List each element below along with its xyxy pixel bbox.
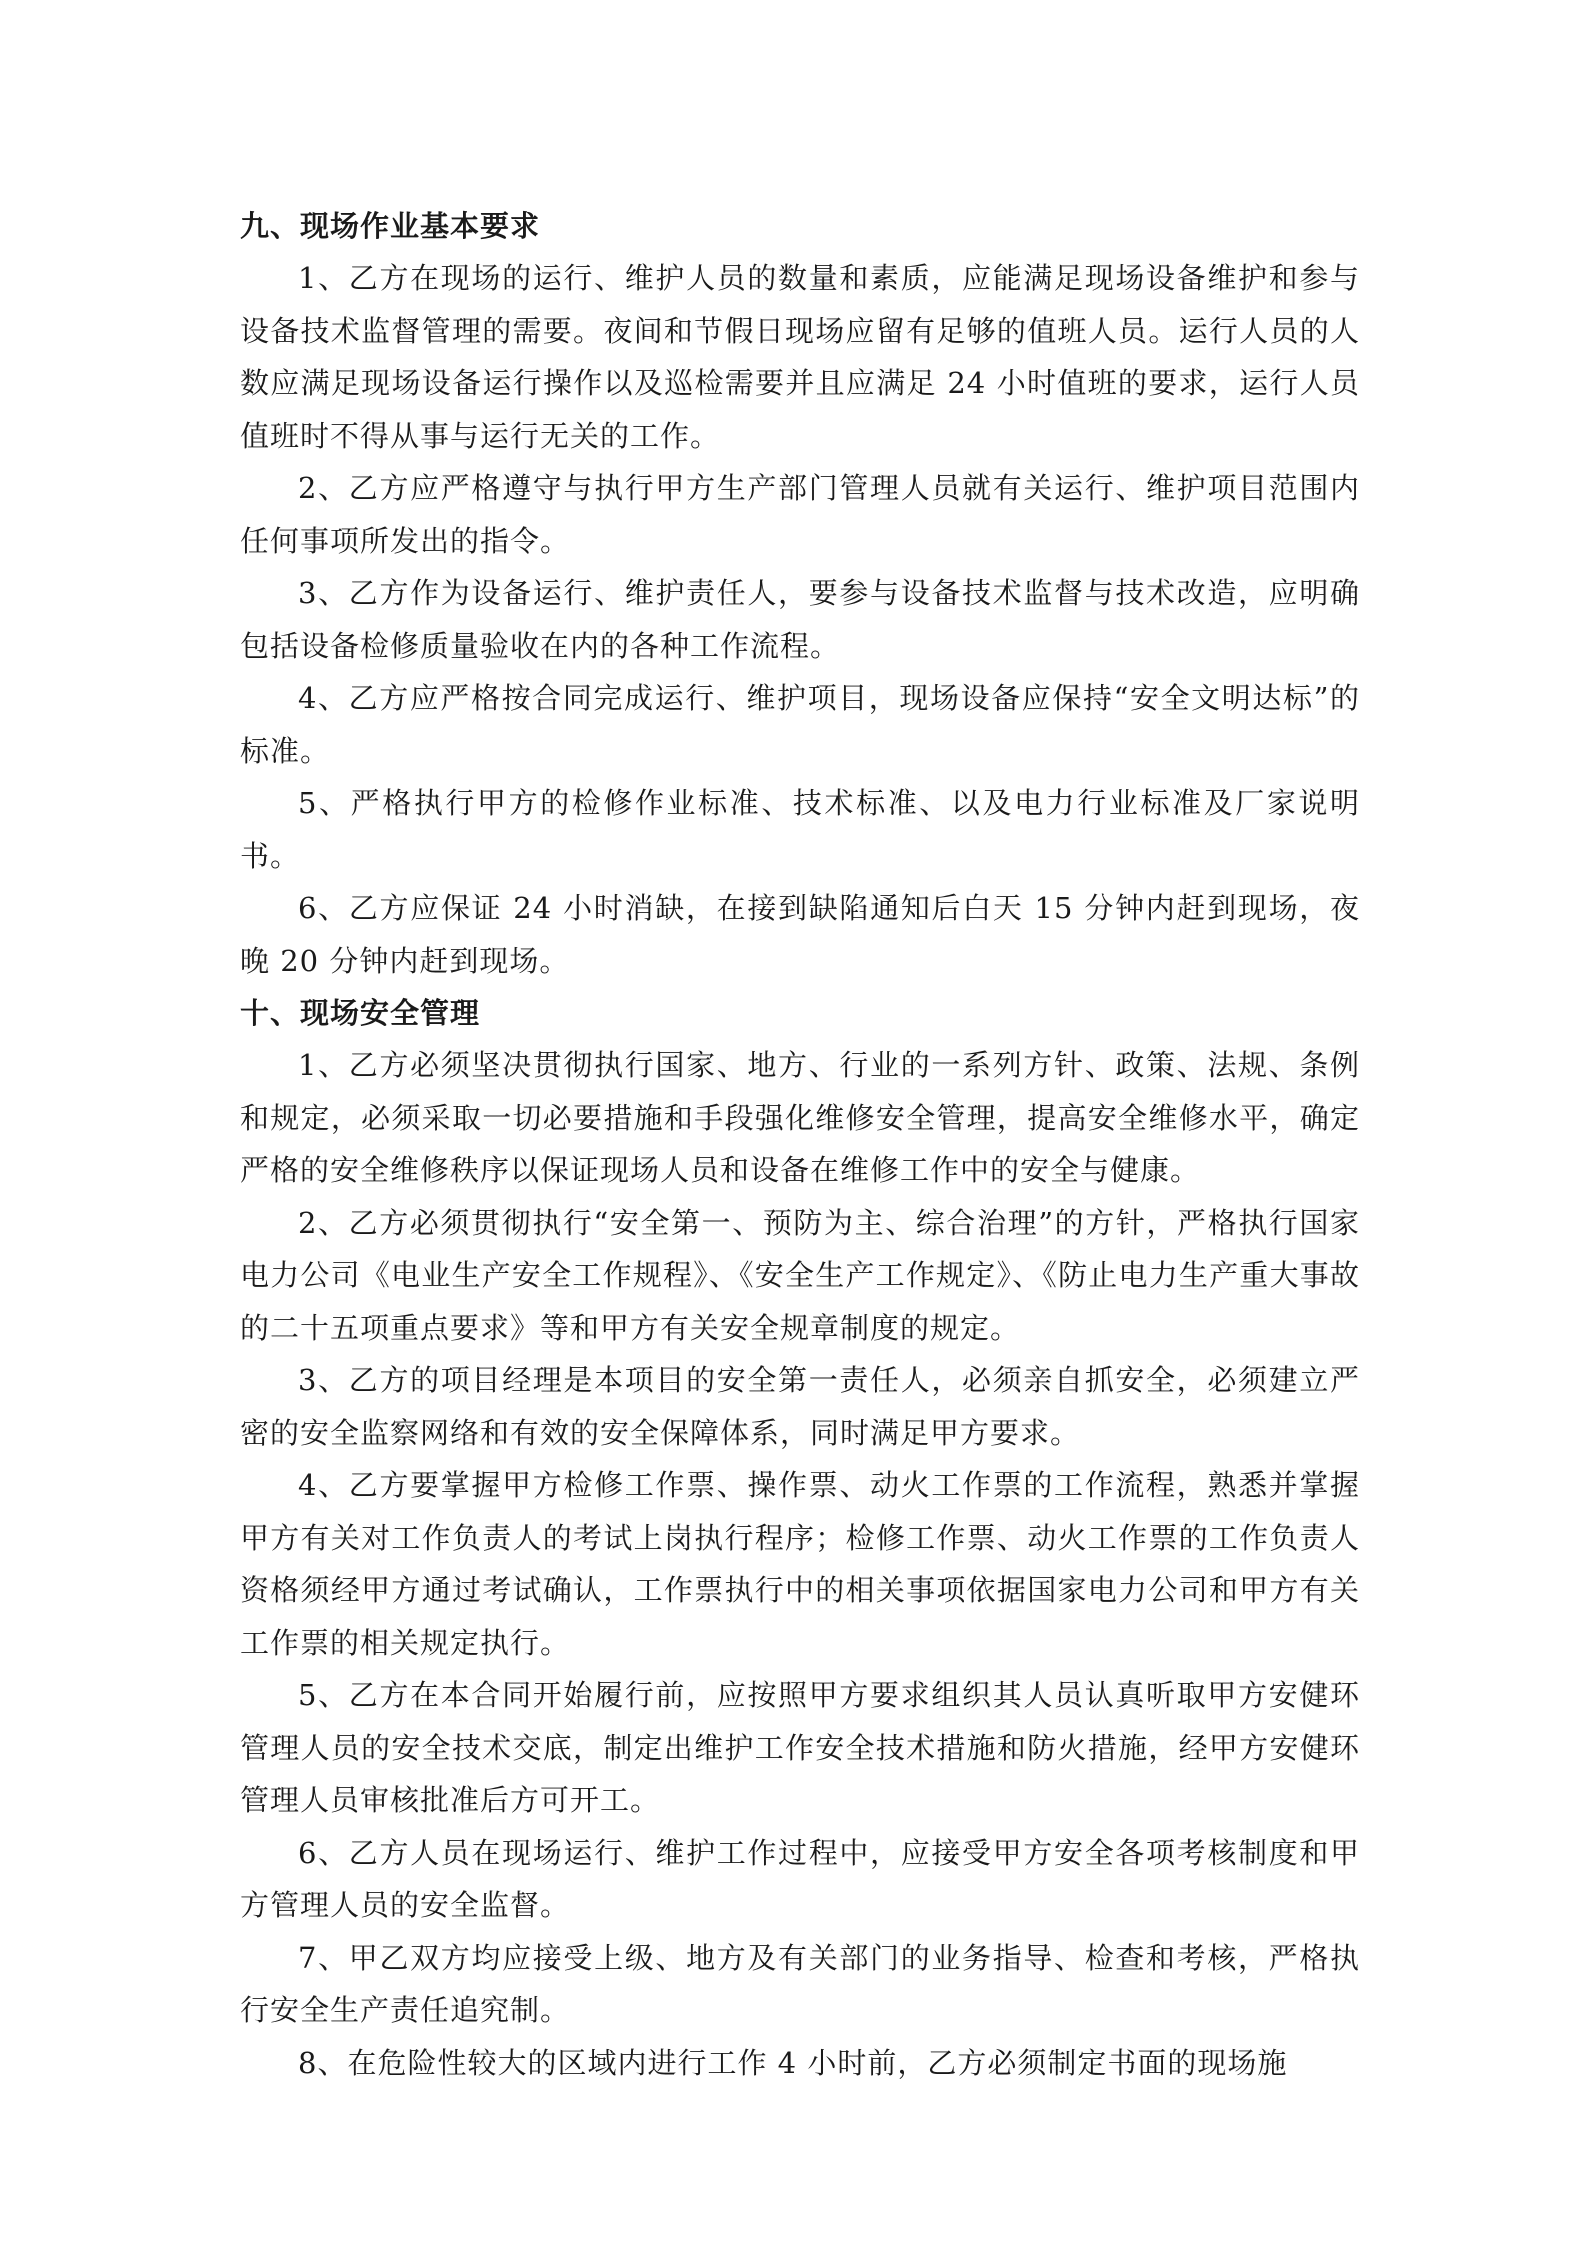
paragraph: 5、严格执行甲方的检修作业标准、技术标准、以及电力行业标准及厂家说明书。 bbox=[240, 786, 1360, 873]
paragraph: 1、乙方必须坚决贯彻执行国家、地方、行业的一系列方针、政策、法规、条例和规定，必须采取一切必要措施和手段强化维修安全管理，提高安全维修水平，确定严格的安全维修秩序以保证现场人员和设备在维修工作中的安全与健康。 bbox=[240, 1048, 1360, 1187]
paragraph: 6、乙方人员在现场运行、维护工作过程中，应接受甲方安全各项考核制度和甲方管理人员的安全监督。 bbox=[240, 1835, 1360, 1922]
paragraph: 5、乙方在本合同开始履行前，应按照甲方要求组织其人员认真听取甲方安健环管理人员的安全技术交底，制定出维护工作安全技术措施和防火措施，经甲方安健环管理人员审核批准后方可开工。 bbox=[240, 1678, 1360, 1817]
paragraph: 8、在危险性较大的区域内进行工作 4 小时前，乙方必须制定书面的现场施 bbox=[298, 2045, 1288, 2080]
paragraph: 2、乙方必须贯彻执行“安全第一、预防为主、综合治理”的方针，严格执行国家电力公司《电业生产安全工作规程》、《安全生产工作规定》、《防止电力生产重大事故的二十五项重点要求》等和甲方有关安全规章制度的规定。 bbox=[240, 1205, 1360, 1345]
paragraph: 6、乙方应保证 24 小时消缺，在接到缺陷通知后白天 15 分钟内赶到现场，夜晚 20 分钟内赶到现场。 bbox=[240, 891, 1360, 978]
section-heading-10: 十、现场安全管理 bbox=[240, 996, 481, 1030]
paragraph: 3、乙方作为设备运行、维护责任人，要参与设备技术监督与技术改造，应明确包括设备检修质量验收在内的各种工作流程。 bbox=[240, 576, 1360, 663]
paragraph: 7、甲乙双方均应接受上级、地方及有关部门的业务指导、检查和考核，严格执行安全生产责任追究制。 bbox=[240, 1940, 1360, 2027]
paragraph: 4、乙方应严格按合同完成运行、维护项目，现场设备应保持“安全文明达标”的标准。 bbox=[240, 681, 1360, 768]
paragraph: 3、乙方的项目经理是本项目的安全第一责任人，必须亲自抓安全，必须建立严密的安全监察网络和有效的安全保障体系，同时满足甲方要求。 bbox=[240, 1363, 1360, 1450]
paragraph: 4、乙方要掌握甲方检修工作票、操作票、动火工作票的工作流程，熟悉并掌握甲方有关对工作负责人的考试上岗执行程序；检修工作票、动火工作票的工作负责人资格须经甲方通过考试确认，工作票执行中的相关事项依据国家电力公司和甲方有关工作票的相关规定执行。 bbox=[240, 1468, 1360, 1660]
document-body bbox=[240, 200, 1360, 2089]
paragraph: 1、乙方在现场的运行、维护人员的数量和素质，应能满足现场设备维护和参与设备技术监督管理的需要。夜间和节假日现场应留有足够的值班人员。运行人员的人数应满足现场设备运行操作以及巡检需要并且应满足 24 小时值班的要求，运行人员值班时不得从事与运行无关的工作。 bbox=[240, 261, 1360, 453]
paragraph: 2、乙方应严格遵守与执行甲方生产部门管理人员就有关运行、维护项目范围内任何事项所发出的指令。 bbox=[240, 471, 1360, 558]
section-heading-9: 九、现场作业基本要求 bbox=[240, 209, 541, 243]
